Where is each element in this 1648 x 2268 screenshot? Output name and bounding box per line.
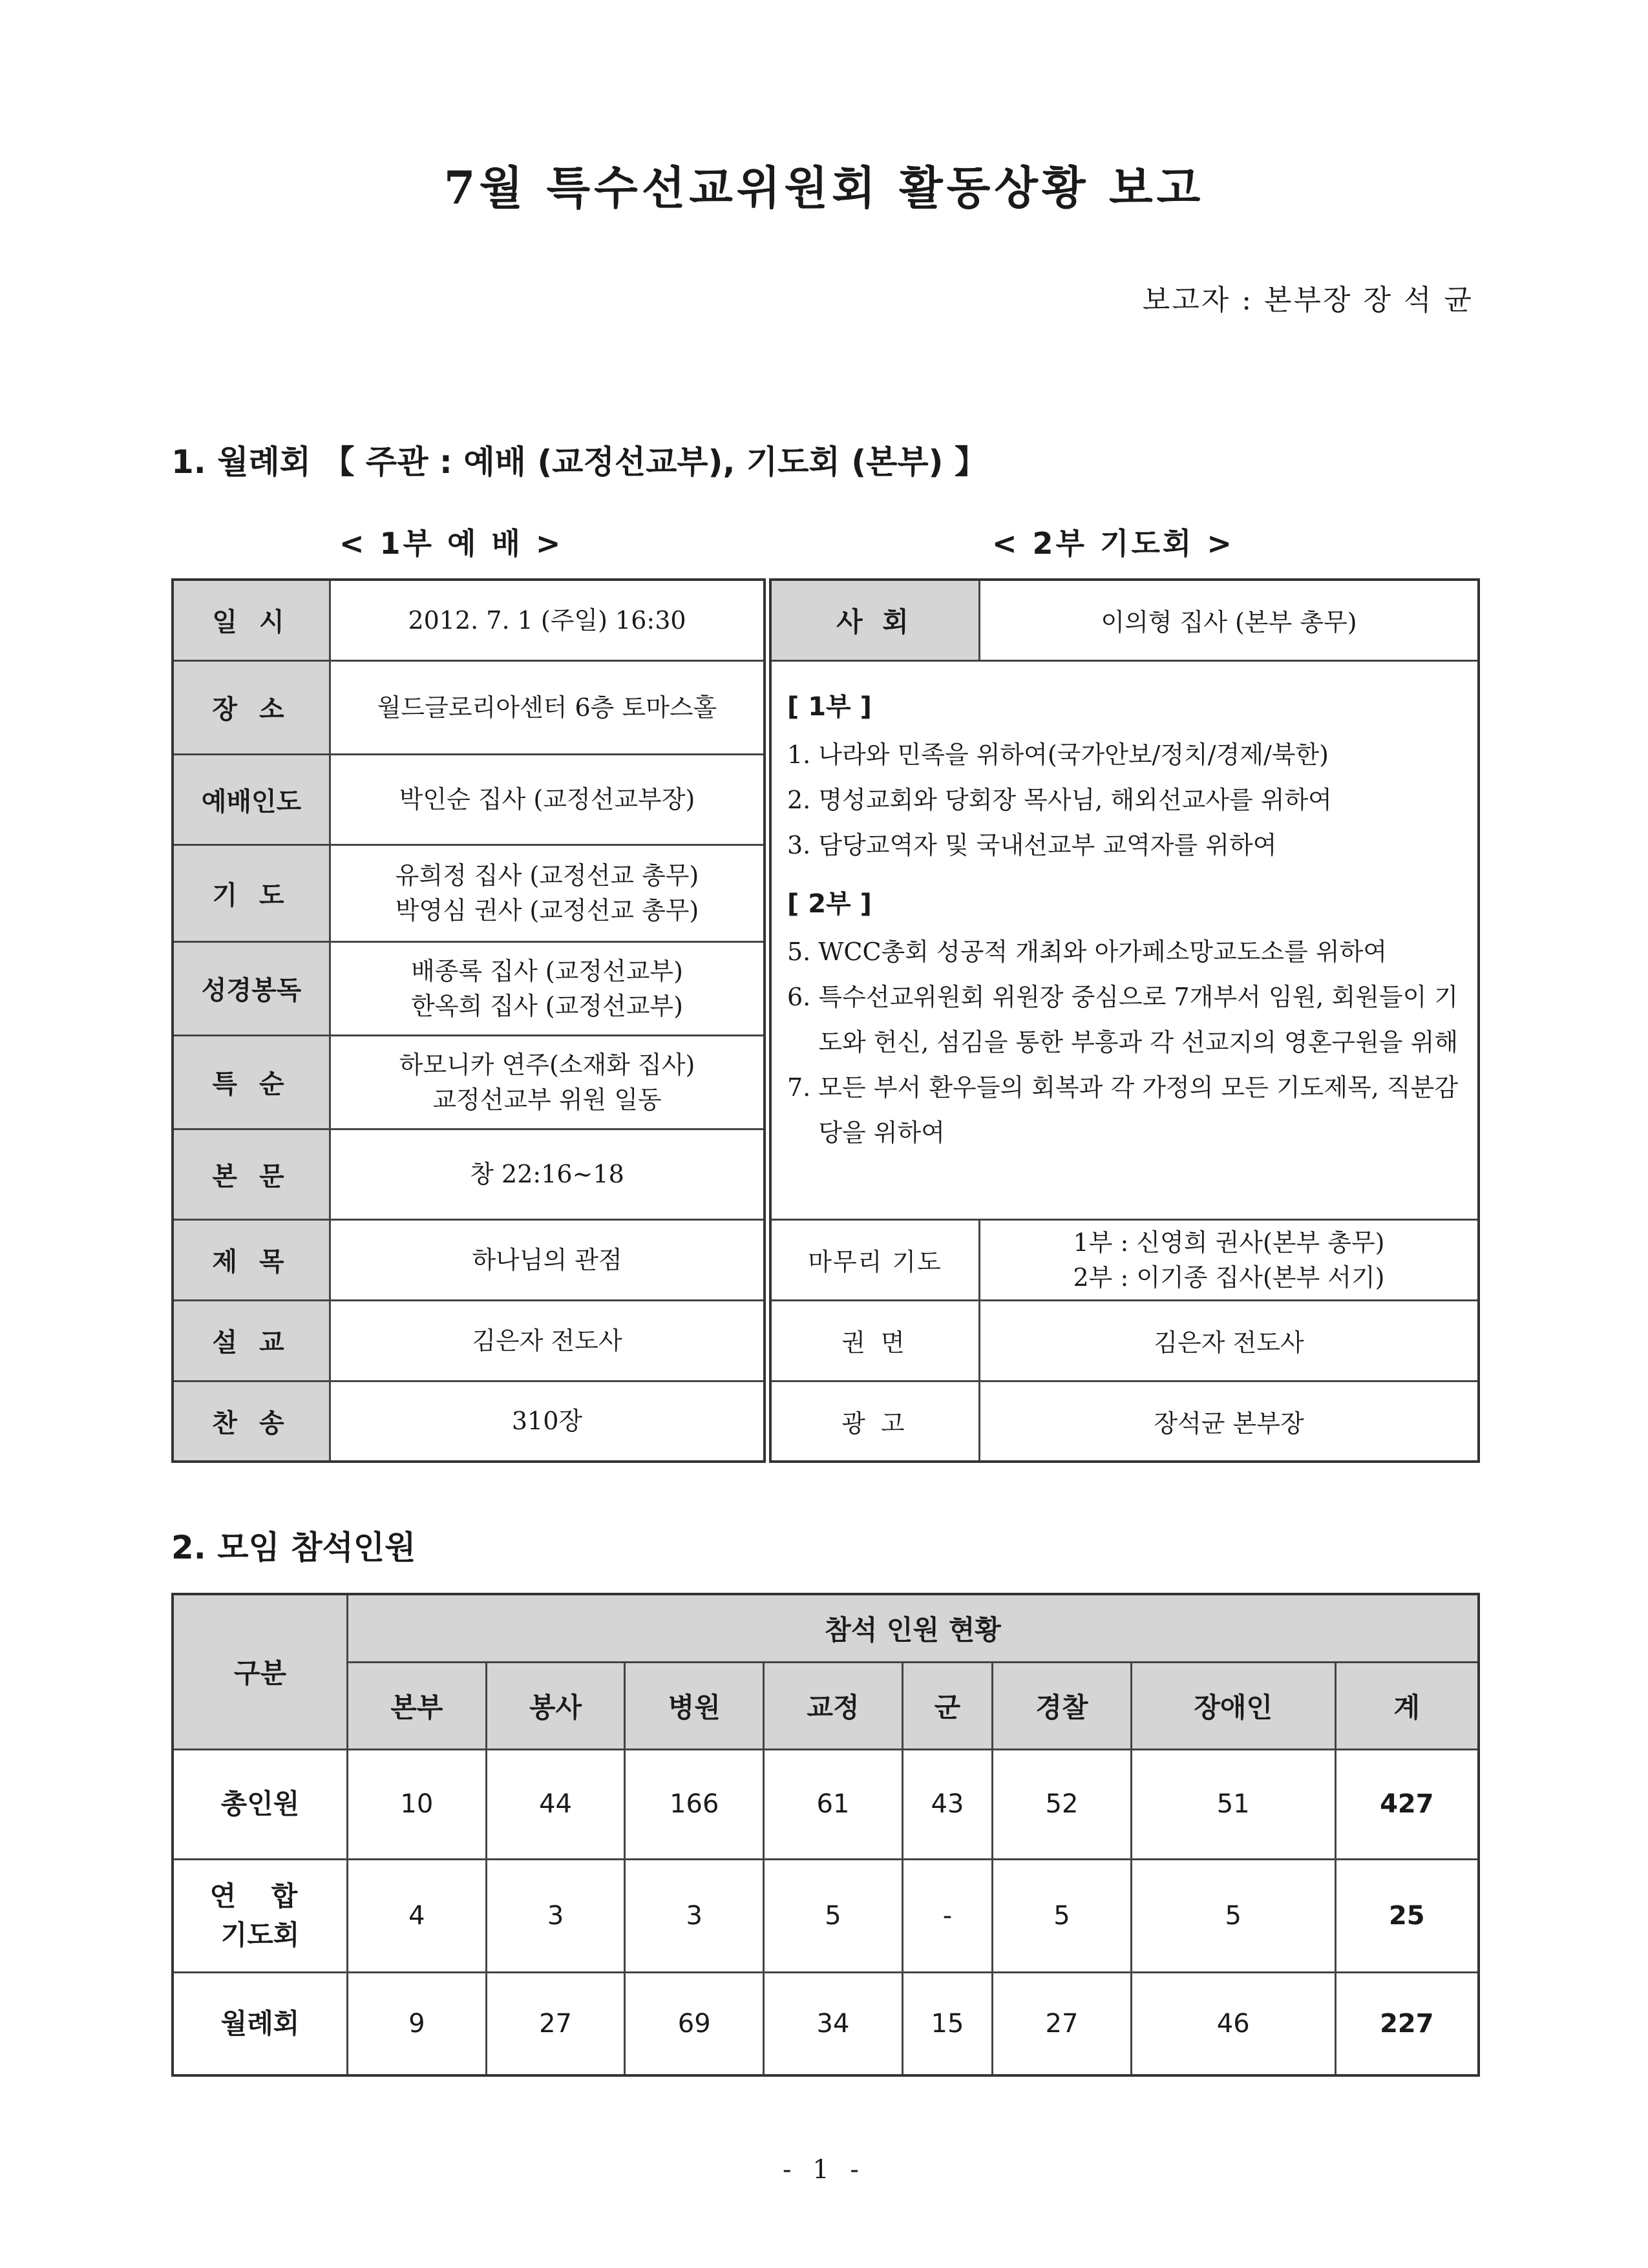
table-cell: 27 [993,1972,1132,2075]
table-cell: 5 [764,1859,903,1972]
table-row [173,1300,765,1381]
row-value-multiline [330,845,765,941]
value-line: 한옥희 집사 (교정선교부) [411,991,683,1020]
corner-header: 구분 [173,1594,348,1749]
row-label: 예배인도 [173,754,330,845]
table-cell: 5 [993,1859,1132,1972]
reporter-line: 보고자 : 본부장 장 석 균 [1142,284,1474,317]
prayer-item: 1. 나라와 민족을 위하여(국가안보/정치/경제/북한) [787,740,1329,769]
row-value: 하나님의 관점 [330,1219,765,1300]
table-row [770,1219,1479,1300]
row-value: 김은자 전도사 [330,1300,765,1381]
value-line: 하모니카 연주(소재화 집사) [399,1050,695,1079]
table-row [173,1035,765,1129]
part2-label: [ 2부 ] [787,888,872,919]
row-value-multiline [330,941,765,1035]
page-number: - 1 - [783,2155,865,2185]
table-row [173,754,765,845]
row-value: 박인순 집사 (교정선교부장) [330,754,765,845]
closing-prayer-value [980,1219,1479,1300]
group-header: 참석 인원 현황 [348,1594,1479,1662]
exhortation-label: 권 면 [770,1300,980,1381]
value-line: 유희정 집사 (교정선교 총무) [395,861,699,890]
prayer-item: 6. 특수선교위원회 위원장 중심으로 7개부서 임원, 회원들이 기 [787,982,1459,1011]
table-cell: 51 [1131,1749,1335,1859]
table-cell: 69 [625,1972,764,2075]
table-cell: 3 [486,1859,625,1972]
page-title: 7월 특수선교위원회 활동상황 보고 [443,161,1205,215]
exhortation-value: 김은자 전도사 [980,1300,1479,1381]
table-cell: 5 [1131,1859,1335,1972]
table-cell: 44 [486,1749,625,1859]
row-label: 찬 송 [173,1381,330,1462]
value-line: 2부 : 이기종 집사(본부 서기) [1073,1263,1385,1292]
host-value: 이의형 집사 (본부 총무) [980,580,1479,660]
prayer-item: 도와 헌신, 섬김을 통한 부흥과 각 선교지의 영혼구원을 위해 [787,1027,1459,1056]
table-cell: - [902,1859,992,1972]
notice-value: 장석균 본부장 [980,1381,1479,1462]
part1-label: [ 1부 ] [787,691,872,722]
row-value: 310장 [330,1381,765,1462]
column-header: 경찰 [993,1662,1132,1749]
notice-label: 광 고 [770,1381,980,1462]
column-header: 봉사 [486,1662,625,1749]
row-label: 본 문 [173,1129,330,1219]
row-value: 월드글로리아센터 6층 토마스홀 [330,660,765,754]
prayer-item: 2. 명성교회와 당회장 목사님, 해외선교사를 위하여 [787,785,1332,814]
table-cell-total: 227 [1335,1972,1479,2075]
table-cell-total: 25 [1335,1859,1479,1972]
section1-heading: 1. 월례회 【 주관 : 예배 (교정선교부), 기도회 (본부) 】 [171,443,987,481]
table-row [173,1129,765,1219]
value-line: 배종록 집사 (교정선교부) [411,956,683,985]
column-header: 군 [902,1662,992,1749]
table-cell: 166 [625,1749,764,1859]
table-header-row [173,1662,1479,1749]
table-cell: 10 [348,1749,487,1859]
table-row [173,660,765,754]
row-label: 총인원 [173,1749,348,1859]
closing-prayer-label: 마무리 기도 [770,1219,980,1300]
table-cell: 46 [1131,1972,1335,2075]
row-label: 일 시 [173,580,330,660]
row-label-line: 기도회 [220,1918,300,1951]
part2-heading: < 2부 기도회 > [992,526,1234,561]
table-cell-total: 427 [1335,1749,1479,1859]
section2-heading: 2. 모임 참석인원 [171,1529,416,1566]
column-header: 본부 [348,1662,487,1749]
column-header: 계 [1335,1662,1479,1749]
table-row [770,1381,1479,1462]
value-line: 교정선교부 위원 일동 [432,1085,662,1114]
row-label [173,1859,348,1972]
row-value: 2012. 7. 1 (주일) 16:30 [330,580,765,660]
row-label: 월례회 [173,1972,348,2075]
row-label: 기 도 [173,845,330,941]
prayer-item: 7. 모든 부서 환우들의 회복과 각 가정의 모든 기도제목, 직분감 [787,1073,1459,1102]
table-cell: 4 [348,1859,487,1972]
table-cell: 27 [486,1972,625,2075]
part1-heading: < 1부 예 배 > [339,526,564,561]
table-row [770,660,1479,1219]
attendance-table [171,1593,1480,2077]
table-cell: 34 [764,1972,903,2075]
value-line: 1부 : 신영희 권사(본부 총무) [1073,1228,1385,1257]
row-label: 특 순 [173,1035,330,1129]
table-row [173,1381,765,1462]
table-row [173,1219,765,1300]
row-value-multiline [330,1035,765,1129]
table-header-row [173,1594,1479,1662]
column-header: 병원 [625,1662,764,1749]
column-header: 장애인 [1131,1662,1335,1749]
table-row [173,941,765,1035]
table-cell: 3 [625,1859,764,1972]
prayer-topics [770,660,1479,1219]
row-label: 제 목 [173,1219,330,1300]
row-value: 창 22:16~18 [330,1129,765,1219]
value-line: 박영심 권사 (교정선교 총무) [395,896,699,925]
table-cell: 52 [993,1749,1132,1859]
row-label: 장 소 [173,660,330,754]
row-label: 설 교 [173,1300,330,1381]
table-row [770,580,1479,660]
table-row [173,1972,1479,2075]
column-header: 교정 [764,1662,903,1749]
prayer-item: 3. 담당교역자 및 국내선교부 교역자를 위하여 [787,830,1277,859]
prayer-item: 당을 위하여 [787,1118,945,1147]
table-cell: 43 [902,1749,992,1859]
table-row [173,1859,1479,1972]
table-row [770,1300,1479,1381]
table-row [173,1749,1479,1859]
row-label: 성경봉독 [173,941,330,1035]
table-cell: 15 [902,1972,992,2075]
host-label: 사 회 [770,580,980,660]
table-row [173,845,765,941]
worship-table [171,578,766,1463]
prayer-meeting-table [769,578,1480,1463]
table-cell: 9 [348,1972,487,2075]
prayer-item: 5. WCC총회 성공적 개최와 아가페소망교도소를 위하여 [787,937,1388,966]
table-row [173,580,765,660]
row-label-line: 연 합 [209,1880,311,1912]
table-cell: 61 [764,1749,903,1859]
